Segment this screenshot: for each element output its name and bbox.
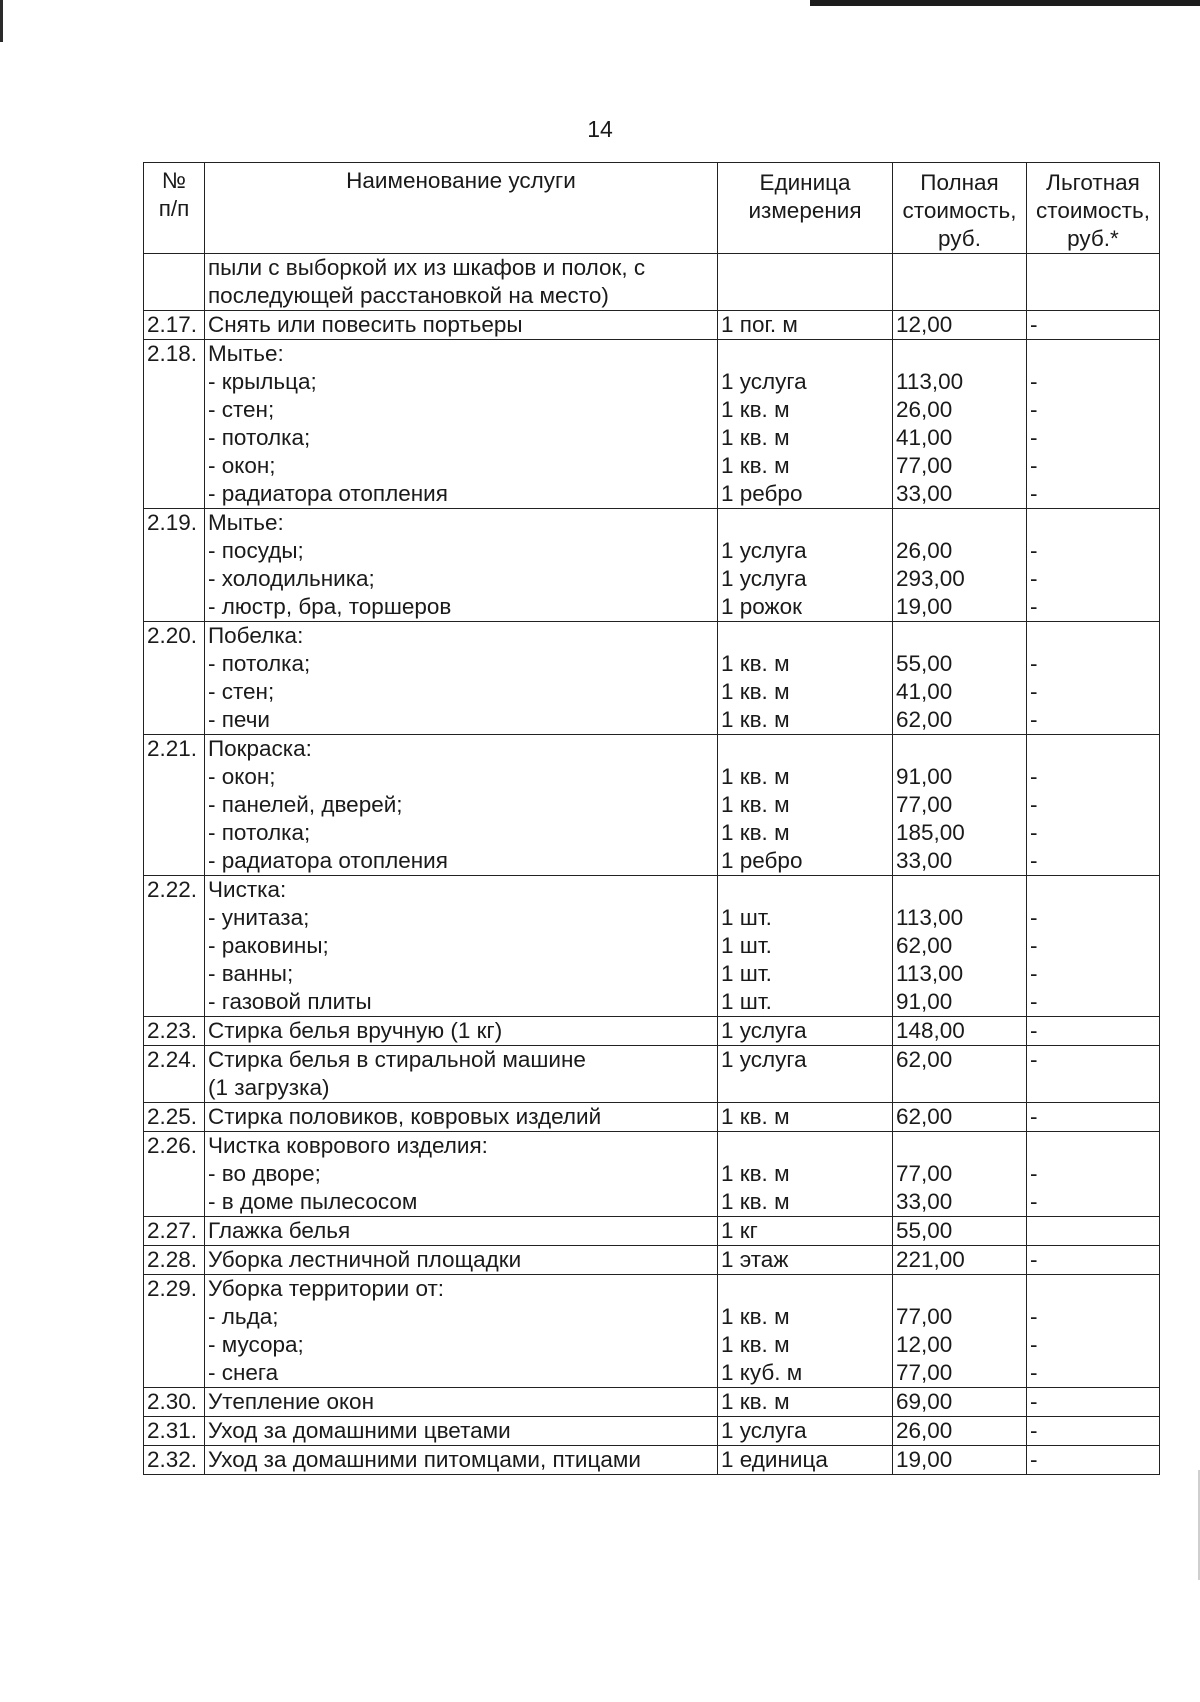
service-name-line: - окон; — [208, 453, 276, 478]
full-price-cell — [893, 1417, 1027, 1446]
header-full-price — [893, 163, 1027, 254]
unit-of-measure-line: 1 кв. м — [721, 820, 790, 845]
service-name-line: - потолка; — [208, 820, 311, 845]
service-name-line: (1 загрузка) — [208, 1075, 330, 1100]
service-name-line: - крыльца; — [208, 369, 317, 394]
service-name-line: - унитаза; — [208, 905, 310, 930]
service-name-line: Побелка: — [208, 623, 304, 648]
full-price-line: 77,00 — [896, 1161, 953, 1186]
header-discount-price-line2: стоимость, — [1036, 198, 1150, 223]
discount-price-cell — [1027, 254, 1160, 311]
row-number: 2.18. — [144, 340, 205, 509]
discount-price-line — [1030, 509, 1156, 537]
services-price-table — [143, 162, 1160, 1475]
unit-of-measure-cell — [718, 622, 893, 735]
discount-price-line: - — [1030, 905, 1038, 930]
discount-price-line: - — [1030, 397, 1038, 422]
unit-of-measure-line: 1 ребро — [721, 848, 803, 873]
service-name-line: - во дворе; — [208, 1161, 321, 1186]
unit-of-measure-line: 1 услуга — [721, 1018, 807, 1043]
discount-price-line — [1030, 735, 1156, 763]
discount-price-line: - — [1030, 1332, 1038, 1357]
row-number — [144, 254, 205, 311]
discount-price-cell — [1027, 1046, 1160, 1103]
full-price-cell — [893, 509, 1027, 622]
row-number: 2.28. — [144, 1246, 205, 1275]
service-name-line: - панелей, дверей; — [208, 792, 403, 817]
discount-price-line: - — [1030, 933, 1038, 958]
full-price-line: 185,00 — [896, 820, 965, 845]
full-price-line: 91,00 — [896, 989, 953, 1014]
header-discount-price-line3: руб.* — [1067, 226, 1119, 251]
unit-of-measure-cell — [718, 509, 893, 622]
header-number-line2: п/п — [158, 196, 190, 221]
unit-of-measure-line: 1 этаж — [721, 1247, 789, 1272]
full-price-line: 12,00 — [896, 1332, 953, 1357]
discount-price-line: - — [1030, 369, 1038, 394]
full-price-line: 26,00 — [896, 397, 953, 422]
unit-of-measure-cell — [718, 1046, 893, 1103]
discount-price-line: - — [1030, 1418, 1038, 1443]
service-name-line: Чистка коврового изделия: — [208, 1133, 488, 1158]
full-price-line: 33,00 — [896, 1189, 953, 1214]
discount-price-line: - — [1030, 481, 1038, 506]
service-name-line: Стирка белья вручную (1 кг) — [208, 1018, 503, 1043]
full-price-line — [896, 735, 1023, 763]
full-price-cell — [893, 340, 1027, 509]
full-price-line: 19,00 — [896, 594, 953, 619]
full-price-line — [896, 1275, 1023, 1303]
discount-price-line: - — [1030, 961, 1038, 986]
service-name-line: Снять или повесить портьеры — [208, 312, 523, 337]
full-price-line — [896, 254, 1023, 282]
service-name-cell — [205, 735, 718, 876]
unit-of-measure-line: 1 кв. м — [721, 1189, 790, 1214]
service-name-line: Мытье: — [208, 510, 284, 535]
table-row — [144, 622, 1160, 735]
discount-price-line — [1030, 1074, 1156, 1102]
discount-price-cell — [1027, 1417, 1160, 1446]
unit-of-measure-line: 1 услуга — [721, 1418, 807, 1443]
unit-of-measure-cell — [718, 311, 893, 340]
service-name-line: - раковины; — [208, 933, 329, 958]
table-row — [144, 1132, 1160, 1217]
full-price-line: 293,00 — [896, 566, 965, 591]
unit-of-measure-line: 1 кв. м — [721, 1389, 790, 1414]
full-price-line: 26,00 — [896, 538, 953, 563]
table-row — [144, 735, 1160, 876]
service-name-line: - радиатора отопления — [208, 848, 448, 873]
full-price-line: 33,00 — [896, 481, 953, 506]
discount-price-line: - — [1030, 1018, 1038, 1043]
discount-price-line — [1030, 254, 1156, 282]
discount-price-line: - — [1030, 792, 1038, 817]
unit-of-measure-line: 1 кв. м — [721, 397, 790, 422]
service-name-line: Уход за домашними цветами — [208, 1418, 511, 1443]
service-name-cell — [205, 1017, 718, 1046]
table-row — [144, 1017, 1160, 1046]
discount-price-line: - — [1030, 651, 1038, 676]
table-header-row — [144, 163, 1160, 254]
table-row — [144, 340, 1160, 509]
discount-price-line: - — [1030, 453, 1038, 478]
full-price-line: 77,00 — [896, 453, 953, 478]
discount-price-line: - — [1030, 1247, 1038, 1272]
table-row — [144, 876, 1160, 1017]
full-price-line: 55,00 — [896, 651, 953, 676]
header-number — [144, 163, 205, 254]
unit-of-measure-line — [721, 509, 889, 537]
discount-price-line — [1030, 622, 1156, 650]
full-price-line: 113,00 — [896, 369, 964, 394]
row-number: 2.19. — [144, 509, 205, 622]
full-price-line — [896, 622, 1023, 650]
full-price-line: 113,00 — [896, 905, 964, 930]
table-row — [144, 1046, 1160, 1103]
full-price-line: 77,00 — [896, 1360, 953, 1385]
service-name-line: - мусора; — [208, 1332, 304, 1357]
page-number: 14 — [587, 116, 613, 142]
row-number: 2.17. — [144, 311, 205, 340]
full-price-line: 62,00 — [896, 933, 953, 958]
unit-of-measure-cell — [718, 1275, 893, 1388]
full-price-line: 62,00 — [896, 1104, 953, 1129]
service-name-cell — [205, 1217, 718, 1246]
full-price-line: 113,00 — [896, 961, 964, 986]
discount-price-line — [1030, 1217, 1156, 1245]
unit-of-measure-line: 1 услуга — [721, 566, 807, 591]
unit-of-measure-line: 1 шт. — [721, 933, 772, 958]
discount-price-line: - — [1030, 1304, 1038, 1329]
unit-of-measure-line: 1 единица — [721, 1447, 828, 1472]
service-name-cell — [205, 1246, 718, 1275]
unit-of-measure-line — [721, 1275, 889, 1303]
service-name-line: Чистка: — [208, 877, 287, 902]
row-number: 2.24. — [144, 1046, 205, 1103]
full-price-line — [896, 340, 1023, 368]
header-unit-line1: Единица — [759, 170, 851, 195]
unit-of-measure-line: 1 куб. м — [721, 1360, 803, 1385]
discount-price-cell — [1027, 509, 1160, 622]
full-price-line: 33,00 — [896, 848, 953, 873]
unit-of-measure-line: 1 шт. — [721, 989, 772, 1014]
unit-of-measure-cell — [718, 735, 893, 876]
discount-price-line: - — [1030, 594, 1038, 619]
full-price-line: 55,00 — [896, 1218, 953, 1243]
unit-of-measure-cell — [718, 1246, 893, 1275]
discount-price-line — [1030, 340, 1156, 368]
row-number: 2.26. — [144, 1132, 205, 1217]
unit-of-measure-line: 1 кв. м — [721, 764, 790, 789]
full-price-line: 19,00 — [896, 1447, 953, 1472]
service-name-cell — [205, 1046, 718, 1103]
header-full-price-line1: Полная — [920, 170, 999, 195]
unit-of-measure-line — [721, 340, 889, 368]
full-price-cell — [893, 1132, 1027, 1217]
service-name-line: - снега — [208, 1360, 279, 1385]
service-name-cell — [205, 1275, 718, 1388]
unit-of-measure-line — [721, 1074, 889, 1102]
unit-of-measure-cell — [718, 1132, 893, 1217]
full-price-cell — [893, 1103, 1027, 1132]
discount-price-cell — [1027, 311, 1160, 340]
unit-of-measure-line: 1 кг — [721, 1218, 758, 1243]
table-row — [144, 1103, 1160, 1132]
discount-price-line: - — [1030, 679, 1038, 704]
row-number: 2.20. — [144, 622, 205, 735]
unit-of-measure-line — [721, 1132, 889, 1160]
unit-of-measure-line: 1 кв. м — [721, 1332, 790, 1357]
discount-price-cell — [1027, 1246, 1160, 1275]
header-discount-price-line1: Льготная — [1046, 170, 1140, 195]
service-name-line: Глажка белья — [208, 1218, 351, 1243]
unit-of-measure-line: 1 кв. м — [721, 792, 790, 817]
unit-of-measure-line: 1 кв. м — [721, 1104, 790, 1129]
service-name-line: - потолка; — [208, 425, 311, 450]
row-number: 2.29. — [144, 1275, 205, 1388]
header-service-name — [205, 163, 718, 254]
unit-of-measure-line — [721, 254, 889, 282]
discount-price-cell — [1027, 735, 1160, 876]
unit-of-measure-line: 1 кв. м — [721, 453, 790, 478]
full-price-line: 62,00 — [896, 1047, 953, 1072]
discount-price-line: - — [1030, 566, 1038, 591]
discount-price-line — [1030, 1132, 1156, 1160]
service-name-cell — [205, 509, 718, 622]
service-name-cell — [205, 254, 718, 311]
unit-of-measure-line: 1 ребро — [721, 481, 803, 506]
service-name-line: пыли с выборкой их из шкафов и полок, с — [208, 255, 646, 280]
unit-of-measure-line: 1 пог. м — [721, 312, 798, 337]
discount-price-cell — [1027, 1217, 1160, 1246]
unit-of-measure-cell — [718, 1103, 893, 1132]
discount-price-cell — [1027, 1446, 1160, 1475]
service-name-line: - печи — [208, 707, 270, 732]
full-price-line — [896, 876, 1023, 904]
table-row — [144, 254, 1160, 311]
discount-price-line — [1030, 876, 1156, 904]
discount-price-line: - — [1030, 1389, 1038, 1414]
unit-of-measure-line: 1 кв. м — [721, 1161, 790, 1186]
service-name-line: - газовой плиты — [208, 989, 372, 1014]
full-price-line: 69,00 — [896, 1389, 953, 1414]
scan-edge-top — [810, 0, 1200, 6]
service-name-line: - окон; — [208, 764, 276, 789]
full-price-cell — [893, 1446, 1027, 1475]
discount-price-line: - — [1030, 1104, 1038, 1129]
discount-price-line: - — [1030, 1047, 1038, 1072]
unit-of-measure-cell — [718, 1217, 893, 1246]
full-price-cell — [893, 1275, 1027, 1388]
header-discount-price — [1027, 163, 1160, 254]
full-price-line: 91,00 — [896, 764, 953, 789]
table-body — [144, 254, 1160, 1475]
discount-price-line: - — [1030, 848, 1038, 873]
service-name-line: Покраска: — [208, 736, 312, 761]
unit-of-measure-line: 1 кв. м — [721, 707, 790, 732]
row-number: 2.21. — [144, 735, 205, 876]
service-name-cell — [205, 1417, 718, 1446]
service-name-line: последующей расстановкой на место) — [208, 283, 609, 308]
header-service-name-line1: Наименование услуги — [346, 168, 576, 193]
row-number: 2.32. — [144, 1446, 205, 1475]
unit-of-measure-cell — [718, 1388, 893, 1417]
table-row — [144, 1275, 1160, 1388]
row-number: 2.23. — [144, 1017, 205, 1046]
full-price-line: 221,00 — [896, 1247, 965, 1272]
discount-price-cell — [1027, 1017, 1160, 1046]
header-number-line1: № — [161, 168, 187, 193]
full-price-cell — [893, 1388, 1027, 1417]
service-name-cell — [205, 311, 718, 340]
service-name-line: - люстр, бра, торшеров — [208, 594, 452, 619]
discount-price-line: - — [1030, 989, 1038, 1014]
row-number: 2.27. — [144, 1217, 205, 1246]
table-row — [144, 1246, 1160, 1275]
discount-price-cell — [1027, 622, 1160, 735]
full-price-cell — [893, 311, 1027, 340]
discount-price-line: - — [1030, 312, 1038, 337]
full-price-cell — [893, 735, 1027, 876]
unit-of-measure-line: 1 кв. м — [721, 679, 790, 704]
discount-price-line: - — [1030, 820, 1038, 845]
service-name-line: - посуды; — [208, 538, 304, 563]
full-price-line: 41,00 — [896, 679, 953, 704]
table-row — [144, 1217, 1160, 1246]
discount-price-cell — [1027, 1103, 1160, 1132]
service-name-line: - стен; — [208, 397, 275, 422]
full-price-line: 148,00 — [896, 1018, 965, 1043]
table-row — [144, 1388, 1160, 1417]
row-number: 2.22. — [144, 876, 205, 1017]
discount-price-line: - — [1030, 538, 1038, 563]
full-price-cell — [893, 1046, 1027, 1103]
service-name-cell — [205, 1103, 718, 1132]
unit-of-measure-line: 1 рожок — [721, 594, 802, 619]
service-name-cell — [205, 876, 718, 1017]
row-number: 2.30. — [144, 1388, 205, 1417]
service-name-line: Стирка половиков, ковровых изделий — [208, 1104, 602, 1129]
service-name-line: - радиатора отопления — [208, 481, 448, 506]
unit-of-measure-line: 1 услуга — [721, 369, 807, 394]
service-name-line: Уборка лестничной площадки — [208, 1247, 522, 1272]
unit-of-measure-line — [721, 735, 889, 763]
header-full-price-line2: стоимость, — [902, 198, 1017, 223]
full-price-line — [896, 509, 1023, 537]
unit-of-measure-line: 1 услуга — [721, 538, 807, 563]
discount-price-line — [1030, 282, 1156, 310]
service-name-line: - холодильника; — [208, 566, 375, 591]
full-price-line — [896, 1132, 1023, 1160]
full-price-line: 26,00 — [896, 1418, 953, 1443]
row-number: 2.31. — [144, 1417, 205, 1446]
full-price-line: 12,00 — [896, 312, 953, 337]
discount-price-line: - — [1030, 1161, 1038, 1186]
discount-price-cell — [1027, 1388, 1160, 1417]
unit-of-measure-line: 1 шт. — [721, 905, 772, 930]
full-price-cell — [893, 1217, 1027, 1246]
service-name-cell — [205, 340, 718, 509]
unit-of-measure-cell — [718, 1017, 893, 1046]
service-name-line: Уход за домашними питомцами, птицами — [208, 1447, 641, 1472]
header-full-price-line3: руб. — [938, 226, 981, 251]
full-price-line — [896, 282, 1023, 310]
full-price-cell — [893, 876, 1027, 1017]
header-unit — [718, 163, 893, 254]
table-row — [144, 1417, 1160, 1446]
service-name-line: Мытье: — [208, 341, 284, 366]
table-row — [144, 311, 1160, 340]
discount-price-line: - — [1030, 1360, 1038, 1385]
service-name-cell — [205, 1388, 718, 1417]
header-unit-line2: измерения — [748, 198, 862, 223]
discount-price-cell — [1027, 340, 1160, 509]
table-row — [144, 1446, 1160, 1475]
row-number: 2.25. — [144, 1103, 205, 1132]
unit-of-measure-cell — [718, 254, 893, 311]
service-name-cell — [205, 1132, 718, 1217]
full-price-line: 62,00 — [896, 707, 953, 732]
full-price-cell — [893, 254, 1027, 311]
service-name-cell — [205, 1446, 718, 1475]
unit-of-measure-line: 1 кв. м — [721, 425, 790, 450]
discount-price-line: - — [1030, 425, 1038, 450]
service-name-line: - потолка; — [208, 651, 311, 676]
discount-price-line: - — [1030, 1189, 1038, 1214]
unit-of-measure-cell — [718, 1417, 893, 1446]
service-name-line: - ванны; — [208, 961, 294, 986]
unit-of-measure-line: 1 кв. м — [721, 1304, 790, 1329]
discount-price-cell — [1027, 1132, 1160, 1217]
full-price-cell — [893, 1246, 1027, 1275]
unit-of-measure-line — [721, 282, 889, 310]
full-price-cell — [893, 1017, 1027, 1046]
service-name-cell — [205, 622, 718, 735]
full-price-line — [896, 1074, 1023, 1102]
discount-price-line — [1030, 1275, 1156, 1303]
service-name-line: - в доме пылесосом — [208, 1189, 418, 1214]
unit-of-measure-cell — [718, 340, 893, 509]
service-name-line: Уборка территории от: — [208, 1276, 445, 1301]
discount-price-line: - — [1030, 707, 1038, 732]
scan-edge-left — [0, 0, 3, 42]
discount-price-cell — [1027, 876, 1160, 1017]
service-name-line: Утепление окон — [208, 1389, 374, 1414]
full-price-line: 77,00 — [896, 1304, 953, 1329]
discount-price-cell — [1027, 1275, 1160, 1388]
full-price-line: 41,00 — [896, 425, 953, 450]
unit-of-measure-line: 1 услуга — [721, 1047, 807, 1072]
discount-price-line: - — [1030, 764, 1038, 789]
service-name-line: Стирка белья в стиральной машине — [208, 1047, 586, 1072]
service-name-line: - стен; — [208, 679, 275, 704]
full-price-line: 77,00 — [896, 792, 953, 817]
discount-price-line: - — [1030, 1447, 1038, 1472]
unit-of-measure-line: 1 шт. — [721, 961, 772, 986]
unit-of-measure-line — [721, 876, 889, 904]
unit-of-measure-line: 1 кв. м — [721, 651, 790, 676]
unit-of-measure-line — [721, 622, 889, 650]
unit-of-measure-cell — [718, 876, 893, 1017]
unit-of-measure-cell — [718, 1446, 893, 1475]
service-name-line: - льда; — [208, 1304, 279, 1329]
table-row — [144, 509, 1160, 622]
full-price-cell — [893, 622, 1027, 735]
